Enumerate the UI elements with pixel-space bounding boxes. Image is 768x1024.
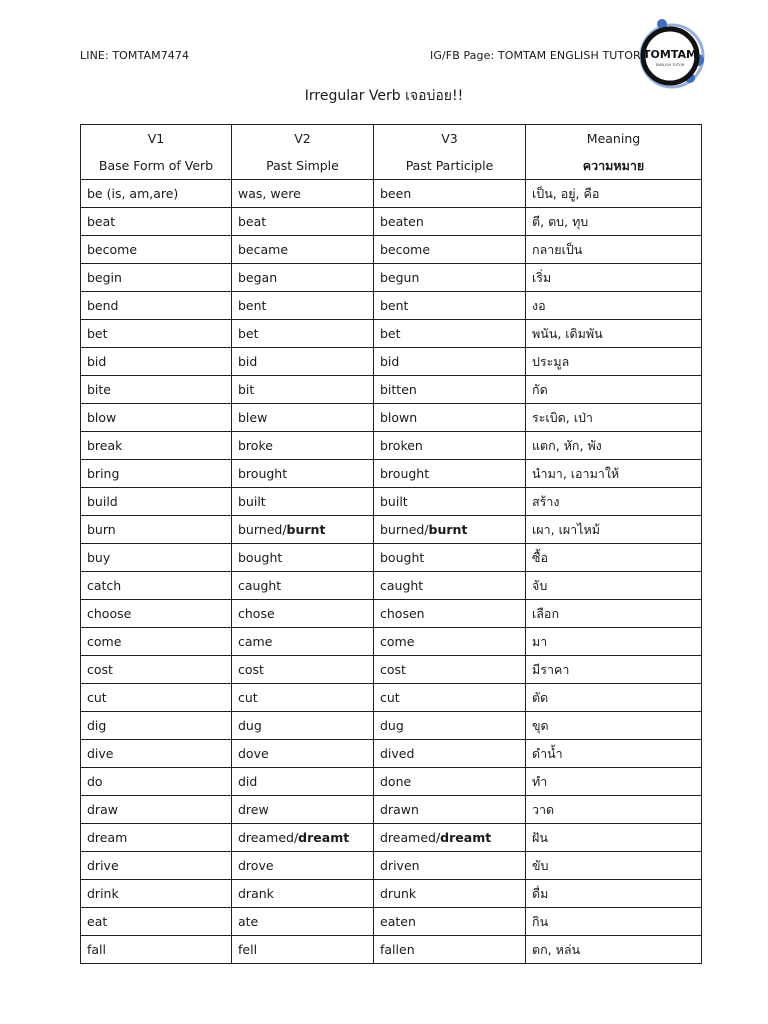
cell-v1: bid bbox=[81, 348, 232, 376]
cell-v2: brought bbox=[232, 460, 374, 488]
table-row bbox=[81, 460, 702, 488]
cell-v2: cost bbox=[232, 656, 374, 684]
cell-meaning: กัด bbox=[526, 376, 702, 404]
cell-v1: beat bbox=[81, 208, 232, 236]
cell-v3: dived bbox=[374, 740, 526, 768]
cell-v2: caught bbox=[232, 572, 374, 600]
cell-v2: drank bbox=[232, 880, 374, 908]
cell-v1: draw bbox=[81, 796, 232, 824]
logo-tagline: ENGLISH TUTOR bbox=[655, 63, 685, 67]
cell-v1: build bbox=[81, 488, 232, 516]
cell-meaning: ขับ bbox=[526, 852, 702, 880]
cell-v3: bet bbox=[374, 320, 526, 348]
cell-v2: bid bbox=[232, 348, 374, 376]
table-row bbox=[81, 656, 702, 684]
cell-v1: begin bbox=[81, 264, 232, 292]
cell-meaning: ระเบิด, เป่า bbox=[526, 404, 702, 432]
header-v3: V3 Past Participle bbox=[374, 125, 526, 180]
table-row bbox=[81, 796, 702, 824]
cell-v1: bite bbox=[81, 376, 232, 404]
cell-meaning: เผา, เผาไหม้ bbox=[526, 516, 702, 544]
cell-v3: broken bbox=[374, 432, 526, 460]
cell-meaning: ซื้อ bbox=[526, 544, 702, 572]
cell-v1: bet bbox=[81, 320, 232, 348]
cell-v3: blown bbox=[374, 404, 526, 432]
cell-v3: dug bbox=[374, 712, 526, 740]
cell-v2: bet bbox=[232, 320, 374, 348]
table-row bbox=[81, 376, 702, 404]
cell-v1: dream bbox=[81, 824, 232, 852]
cell-meaning: เลือก bbox=[526, 600, 702, 628]
cell-v2: dove bbox=[232, 740, 374, 768]
table-row bbox=[81, 880, 702, 908]
cell-meaning: ขุด bbox=[526, 712, 702, 740]
cell-v1: break bbox=[81, 432, 232, 460]
cell-meaning: เป็น, อยู่, คือ bbox=[526, 180, 702, 208]
cell-v2: was, were bbox=[232, 180, 374, 208]
cell-v1: catch bbox=[81, 572, 232, 600]
cell-v3: burned/burnt bbox=[374, 516, 526, 544]
table-row bbox=[81, 712, 702, 740]
cell-v2: fell bbox=[232, 936, 374, 964]
header-meaning: Meaning ความหมาย bbox=[526, 125, 702, 180]
table-row bbox=[81, 516, 702, 544]
table-row bbox=[81, 684, 702, 712]
cell-v3: brought bbox=[374, 460, 526, 488]
cell-v3: bought bbox=[374, 544, 526, 572]
cell-v1: cost bbox=[81, 656, 232, 684]
cell-v3: begun bbox=[374, 264, 526, 292]
cell-v2: bit bbox=[232, 376, 374, 404]
irregular-verb-table bbox=[80, 124, 702, 964]
table-row bbox=[81, 236, 702, 264]
cell-v3: bent bbox=[374, 292, 526, 320]
tomtam-logo bbox=[634, 16, 708, 90]
cell-v3: cut bbox=[374, 684, 526, 712]
cell-v3: dreamed/dreamt bbox=[374, 824, 526, 852]
cell-v3: been bbox=[374, 180, 526, 208]
page-title: Irregular Verb เจอบ่อย!! bbox=[304, 88, 464, 104]
table-row bbox=[81, 908, 702, 936]
cell-v1: dig bbox=[81, 712, 232, 740]
cell-v3: built bbox=[374, 488, 526, 516]
cell-v2: cut bbox=[232, 684, 374, 712]
cell-v3: cost bbox=[374, 656, 526, 684]
cell-v3: chosen bbox=[374, 600, 526, 628]
table-row bbox=[81, 740, 702, 768]
table-row bbox=[81, 768, 702, 796]
cell-v1: bring bbox=[81, 460, 232, 488]
cell-v1: bend bbox=[81, 292, 232, 320]
table-row bbox=[81, 572, 702, 600]
cell-v3: fallen bbox=[374, 936, 526, 964]
cell-meaning: ตี, ตบ, ทุบ bbox=[526, 208, 702, 236]
table-row bbox=[81, 600, 702, 628]
table-row bbox=[81, 628, 702, 656]
cell-meaning: แตก, หัก, พัง bbox=[526, 432, 702, 460]
logo-name: TOMTAM bbox=[643, 48, 697, 61]
cell-v1: buy bbox=[81, 544, 232, 572]
cell-meaning: สร้าง bbox=[526, 488, 702, 516]
cell-v2: drew bbox=[232, 796, 374, 824]
table-row bbox=[81, 320, 702, 348]
cell-v2: built bbox=[232, 488, 374, 516]
cell-v1: choose bbox=[81, 600, 232, 628]
cell-meaning: พนัน, เดิมพัน bbox=[526, 320, 702, 348]
cell-v2: broke bbox=[232, 432, 374, 460]
cell-meaning: มีราคา bbox=[526, 656, 702, 684]
header-v2: V2 Past Simple bbox=[232, 125, 374, 180]
cell-v2: burned/burnt bbox=[232, 516, 374, 544]
cell-v3: driven bbox=[374, 852, 526, 880]
table-row bbox=[81, 936, 702, 964]
cell-meaning: ประมูล bbox=[526, 348, 702, 376]
cell-v3: become bbox=[374, 236, 526, 264]
cell-v3: caught bbox=[374, 572, 526, 600]
cell-v3: beaten bbox=[374, 208, 526, 236]
cell-meaning: มา bbox=[526, 628, 702, 656]
table-row bbox=[81, 404, 702, 432]
cell-v3: drunk bbox=[374, 880, 526, 908]
cell-meaning: วาด bbox=[526, 796, 702, 824]
cell-v2: blew bbox=[232, 404, 374, 432]
cell-v2: bent bbox=[232, 292, 374, 320]
cell-v2: dug bbox=[232, 712, 374, 740]
table-row bbox=[81, 264, 702, 292]
cell-meaning: ตัด bbox=[526, 684, 702, 712]
cell-v1: blow bbox=[81, 404, 232, 432]
cell-v2: became bbox=[232, 236, 374, 264]
cell-v1: cut bbox=[81, 684, 232, 712]
cell-v2: beat bbox=[232, 208, 374, 236]
cell-v3: come bbox=[374, 628, 526, 656]
cell-meaning: กิน bbox=[526, 908, 702, 936]
cell-meaning: ตก, หล่น bbox=[526, 936, 702, 964]
cell-v1: eat bbox=[81, 908, 232, 936]
cell-v2: chose bbox=[232, 600, 374, 628]
cell-v1: be (is, am,are) bbox=[81, 180, 232, 208]
cell-v2: dreamed/dreamt bbox=[232, 824, 374, 852]
cell-v1: drink bbox=[81, 880, 232, 908]
cell-v2: bought bbox=[232, 544, 374, 572]
cell-v3: eaten bbox=[374, 908, 526, 936]
cell-v3: bid bbox=[374, 348, 526, 376]
cell-v2: did bbox=[232, 768, 374, 796]
cell-meaning: ฝัน bbox=[526, 824, 702, 852]
table-header-row bbox=[81, 125, 702, 180]
cell-meaning: นำมา, เอามาให้ bbox=[526, 460, 702, 488]
cell-meaning: กลายเป็น bbox=[526, 236, 702, 264]
line-id-text: LINE: TOMTAM7474 bbox=[80, 49, 190, 62]
cell-v2: drove bbox=[232, 852, 374, 880]
table-row bbox=[81, 432, 702, 460]
table-row bbox=[81, 824, 702, 852]
table-row bbox=[81, 180, 702, 208]
table-row bbox=[81, 488, 702, 516]
cell-v1: drive bbox=[81, 852, 232, 880]
cell-meaning: เริ่ม bbox=[526, 264, 702, 292]
cell-meaning: ดำน้ำ bbox=[526, 740, 702, 768]
page-name-text: IG/FB Page: TOMTAM ENGLISH TUTOR bbox=[430, 49, 641, 62]
cell-v1: do bbox=[81, 768, 232, 796]
cell-v3: done bbox=[374, 768, 526, 796]
table-row bbox=[81, 348, 702, 376]
cell-v2: began bbox=[232, 264, 374, 292]
table-row bbox=[81, 208, 702, 236]
cell-meaning: ทำ bbox=[526, 768, 702, 796]
cell-v3: bitten bbox=[374, 376, 526, 404]
cell-meaning: งอ bbox=[526, 292, 702, 320]
cell-v1: burn bbox=[81, 516, 232, 544]
cell-v1: come bbox=[81, 628, 232, 656]
cell-v1: become bbox=[81, 236, 232, 264]
cell-meaning: ดื่ม bbox=[526, 880, 702, 908]
cell-v3: drawn bbox=[374, 796, 526, 824]
table-row bbox=[81, 544, 702, 572]
cell-v1: dive bbox=[81, 740, 232, 768]
header-v1: V1 Base Form of Verb bbox=[81, 125, 232, 180]
table-row bbox=[81, 852, 702, 880]
cell-v2: came bbox=[232, 628, 374, 656]
table-row bbox=[81, 292, 702, 320]
cell-v1: fall bbox=[81, 936, 232, 964]
cell-v2: ate bbox=[232, 908, 374, 936]
cell-meaning: จับ bbox=[526, 572, 702, 600]
